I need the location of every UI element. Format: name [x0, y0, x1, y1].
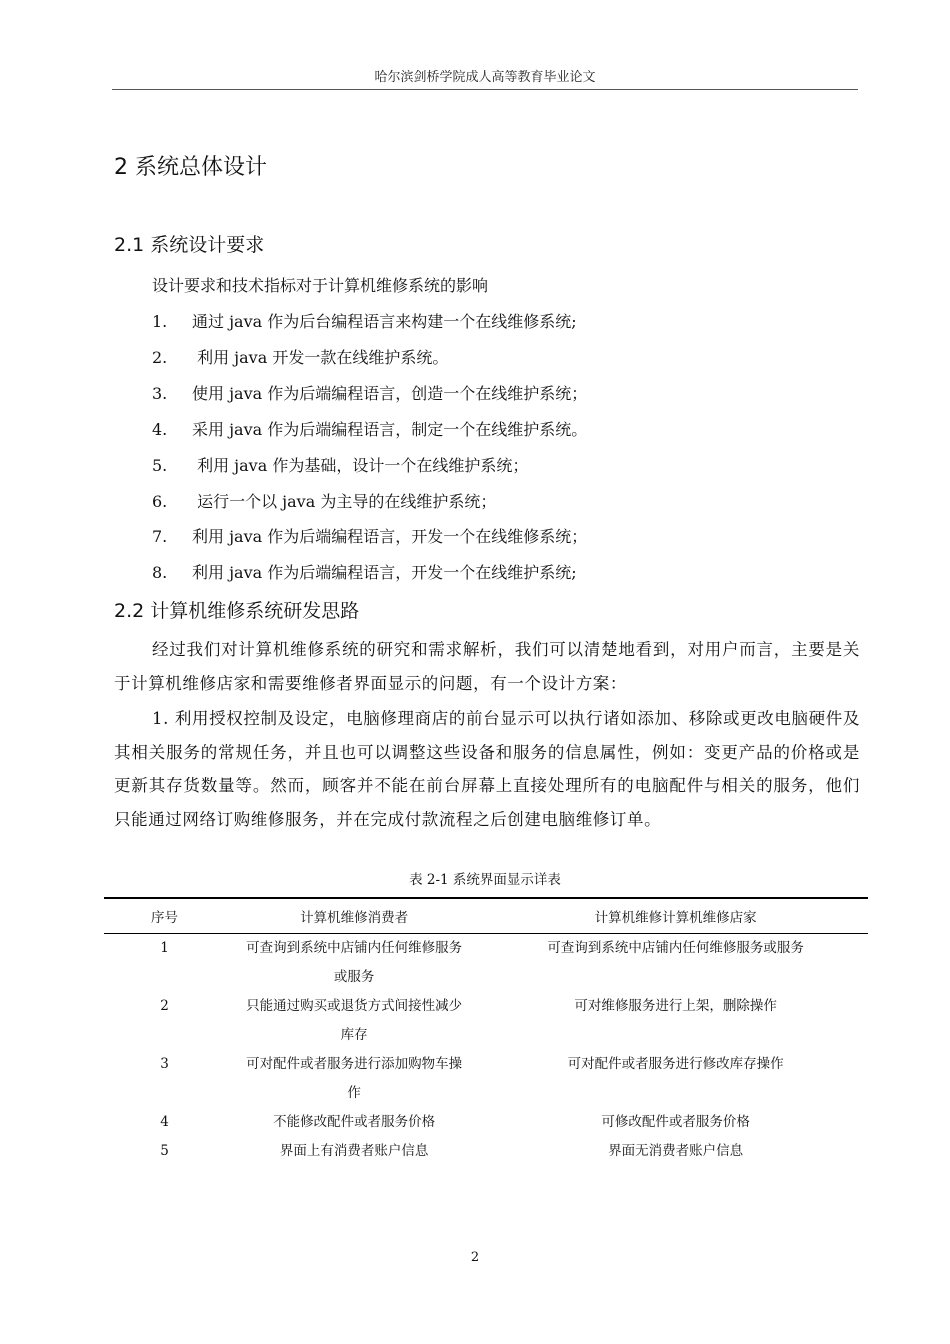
chapter-title: 2 系统总体设计	[114, 155, 267, 180]
table-header-row	[104, 898, 868, 934]
table-caption: 表 2-1 系统界面显示详表	[409, 872, 561, 888]
column-header: 计算机维修计算机维修店家	[483, 898, 868, 934]
section-2-1-title: 2.1 系统设计要求	[114, 234, 265, 256]
table-cell: 可对维修服务进行上架，删除操作	[574, 998, 777, 1014]
list-item: 8. 利用 java 作为后端编程语言，开发一个在线维护系统;	[152, 563, 577, 582]
table-cell: 可查询到系统中店铺内任何维修服务或服务	[246, 940, 463, 985]
table-row	[104, 934, 868, 993]
list-item: 4. 采用 java 作为后端编程语言，制定一个在线维护系统。	[152, 420, 588, 439]
list-item: 3. 使用 java 作为后端编程语言，创造一个在线维护系统；	[152, 384, 588, 403]
table-cell: 3	[160, 1056, 169, 1072]
list-item: 5. 利用 java 作为基础，设计一个在线维护系统；	[152, 456, 529, 475]
column-header: 序号	[104, 898, 225, 934]
table-row	[104, 992, 868, 1050]
table-cell: 可查询到系统中店铺内任何维修服务或服务	[547, 940, 804, 956]
interface-table	[104, 897, 868, 1166]
table-cell: 界面无消费者账户信息	[608, 1143, 744, 1159]
page-header: 哈尔滨剑桥学院成人高等教育毕业论文	[374, 70, 596, 85]
list-item: 1. 通过 java 作为后台编程语言来构建一个在线维修系统;	[152, 312, 577, 331]
table-cell: 界面上有消费者账户信息	[279, 1143, 429, 1159]
table-cell: 可对配件或者服务进行添加购物车操作	[246, 1056, 463, 1101]
list-item: 2. 利用 java 开发一款在线维护系统。	[152, 348, 449, 367]
header-rule	[112, 89, 858, 90]
column-header: 计算机维修消费者	[225, 898, 483, 934]
table-row	[104, 1108, 868, 1137]
table-cell: 只能通过购买或退货方式间接性减少库存	[246, 998, 463, 1043]
table-row	[104, 1050, 868, 1108]
table-cell: 可对配件或者服务进行修改库存操作	[567, 1056, 784, 1072]
table-cell: 2	[160, 998, 169, 1014]
table-row	[104, 1137, 868, 1166]
section-2-1-intro: 设计要求和技术指标对于计算机维修系统的影响	[152, 276, 489, 295]
list-item: 6. 运行一个以 java 为主导的在线维护系统；	[152, 492, 497, 511]
table-cell: 1	[160, 940, 169, 956]
body-paragraph: 经过我们对计算机维修系统的研究和需求解析，我们可以清楚地看到，对用户而言，主要是关于计算机维修店家和需要维修者界面显示的问题，有一个设计方案：	[114, 640, 860, 693]
section-2-2-title: 2.2 计算机维修系统研发思路	[114, 600, 360, 622]
page-number: 2	[470, 1250, 480, 1265]
body-paragraph: 1. 利用授权控制及设定，电脑修理商店的前台显示可以执行诸如添加、移除或更改电脑硬件及其相关服务的常规任务，并且也可以调整这些设备和服务的信息属性，例如：变更产品的价格或是更新其存货数量等。然而，顾客并不能在前台屏幕上直接处理所有的电脑配件与相关的服务，他们只能通过网络订购维修服务，并在完成付款流程之后创建电脑维修订单。	[114, 709, 860, 829]
list-item: 7. 利用 java 作为后端编程语言，开发一个在线维修系统；	[152, 527, 588, 546]
table-cell: 5	[160, 1143, 169, 1159]
table-cell: 可修改配件或者服务价格	[601, 1114, 750, 1130]
table-cell: 4	[160, 1114, 169, 1130]
table-cell: 不能修改配件或者服务价格	[273, 1114, 436, 1130]
